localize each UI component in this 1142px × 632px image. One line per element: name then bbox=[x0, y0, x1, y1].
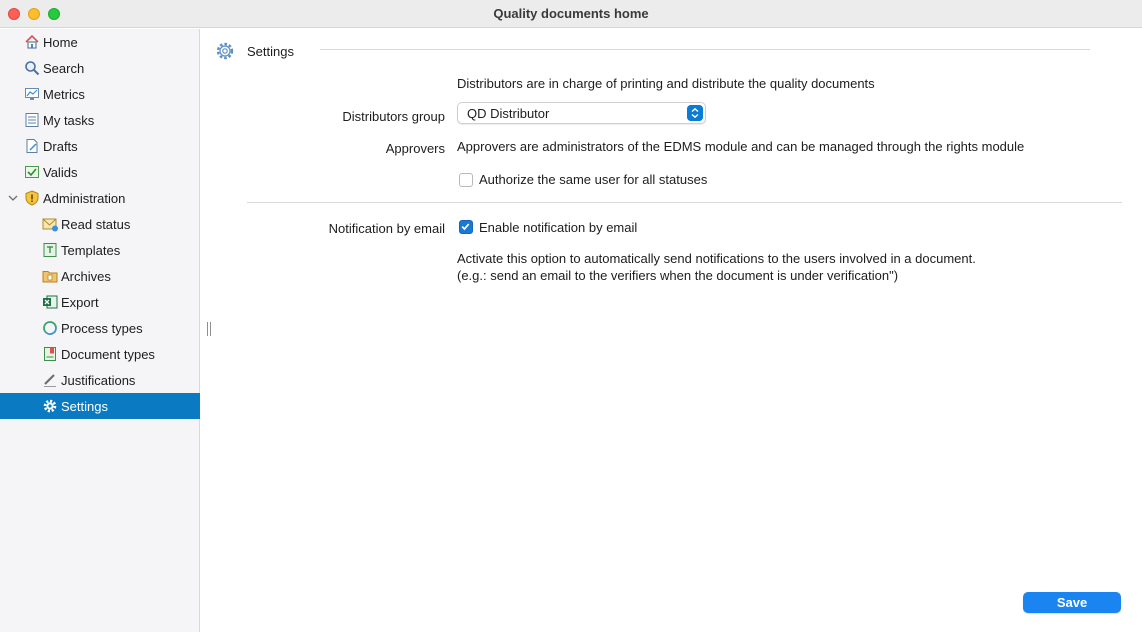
sidebar-item-label: Settings bbox=[61, 398, 108, 414]
templates-icon bbox=[42, 242, 58, 258]
notification-description-line1: Activate this option to automatically send notifications to the users involved in a document. bbox=[457, 251, 976, 266]
sidebar-item-label: Home bbox=[43, 34, 78, 50]
sidebar-item-valids[interactable] bbox=[0, 159, 200, 185]
chevron-down-icon[interactable] bbox=[8, 193, 18, 203]
sidebar-item-my-tasks[interactable] bbox=[0, 107, 200, 133]
excel-icon bbox=[42, 294, 58, 310]
sidebar-item-read-status[interactable] bbox=[0, 211, 200, 237]
gear-icon bbox=[215, 41, 235, 61]
sidebar-item-drafts[interactable] bbox=[0, 133, 200, 159]
sidebar-item-justifications[interactable] bbox=[0, 367, 200, 393]
sidebar-item-home[interactable] bbox=[0, 29, 200, 55]
sidebar-item-label: Search bbox=[43, 60, 85, 76]
authorize-same-user-checkbox[interactable] bbox=[459, 173, 473, 187]
sidebar-item-label: Drafts bbox=[43, 138, 78, 154]
checkmark-icon bbox=[460, 221, 472, 233]
sidebar-item-label: Templates bbox=[61, 242, 121, 258]
sidebar-item-metrics[interactable] bbox=[0, 81, 200, 107]
sidebar-item-label: Document types bbox=[61, 346, 155, 362]
archives-icon bbox=[42, 268, 58, 284]
distributors-description: Distributors are in charge of printing and distribute the quality documents bbox=[457, 76, 875, 91]
title-divider bbox=[320, 49, 1090, 50]
sidebar-item-label: Process types bbox=[61, 320, 143, 336]
sidebar-item-process-types[interactable] bbox=[0, 315, 200, 341]
enable-notification-checkbox[interactable] bbox=[459, 220, 473, 234]
valids-icon bbox=[24, 164, 40, 180]
document-types-icon bbox=[42, 346, 58, 362]
save-button[interactable]: Save bbox=[1023, 592, 1121, 613]
settings-panel bbox=[201, 29, 1142, 632]
home-icon bbox=[24, 34, 40, 50]
shield-icon bbox=[24, 190, 40, 206]
page-title: Settings bbox=[247, 44, 294, 59]
tasks-icon bbox=[24, 112, 40, 128]
window-title: Quality documents home bbox=[493, 6, 649, 21]
sidebar-item-archives[interactable] bbox=[0, 263, 200, 289]
sidebar-item-label: Archives bbox=[61, 268, 111, 284]
metrics-icon bbox=[24, 86, 40, 102]
section-divider bbox=[247, 202, 1122, 203]
sidebar-item-label: Metrics bbox=[43, 86, 85, 102]
sidebar-item-label: Valids bbox=[43, 164, 78, 180]
drafts-icon bbox=[24, 138, 40, 154]
gear-icon bbox=[42, 398, 58, 414]
distributors-group-select[interactable] bbox=[457, 102, 706, 124]
title-bar bbox=[0, 0, 1142, 28]
sidebar-item-settings[interactable] bbox=[0, 393, 200, 419]
sidebar-item-label: My tasks bbox=[43, 112, 95, 128]
notification-description-line2: (e.g.: send an email to the verifiers when the document is under verification") bbox=[457, 268, 899, 283]
process-types-icon bbox=[42, 320, 58, 336]
sidebar-item-label: Read status bbox=[61, 216, 131, 232]
sidebar-item-label: Justifications bbox=[61, 372, 136, 388]
notification-label: Notification by email bbox=[328, 221, 445, 236]
sidebar-item-document-types[interactable] bbox=[0, 341, 200, 367]
sidebar bbox=[0, 29, 200, 632]
enable-notification-label: Enable notification by email bbox=[479, 220, 638, 235]
select-stepper-icon bbox=[687, 105, 703, 121]
sidebar-item-administration[interactable] bbox=[0, 185, 200, 211]
pen-icon bbox=[42, 372, 58, 388]
sidebar-item-search[interactable] bbox=[0, 55, 200, 81]
distributors-group-value: QD Distributor bbox=[467, 106, 550, 121]
sidebar-item-templates[interactable] bbox=[0, 237, 200, 263]
approvers-label: Approvers bbox=[385, 141, 445, 156]
sidebar-item-label: Export bbox=[61, 294, 99, 310]
distributors-group-label: Distributors group bbox=[342, 109, 445, 124]
sidebar-item-export[interactable] bbox=[0, 289, 200, 315]
read-status-icon bbox=[42, 216, 58, 232]
approvers-description: Approvers are administrators of the EDMS module and can be managed through the rights module bbox=[457, 139, 1025, 154]
authorize-same-user-label: Authorize the same user for all statuses bbox=[479, 172, 708, 187]
sidebar-item-label: Administration bbox=[43, 190, 126, 206]
search-icon bbox=[24, 60, 40, 76]
